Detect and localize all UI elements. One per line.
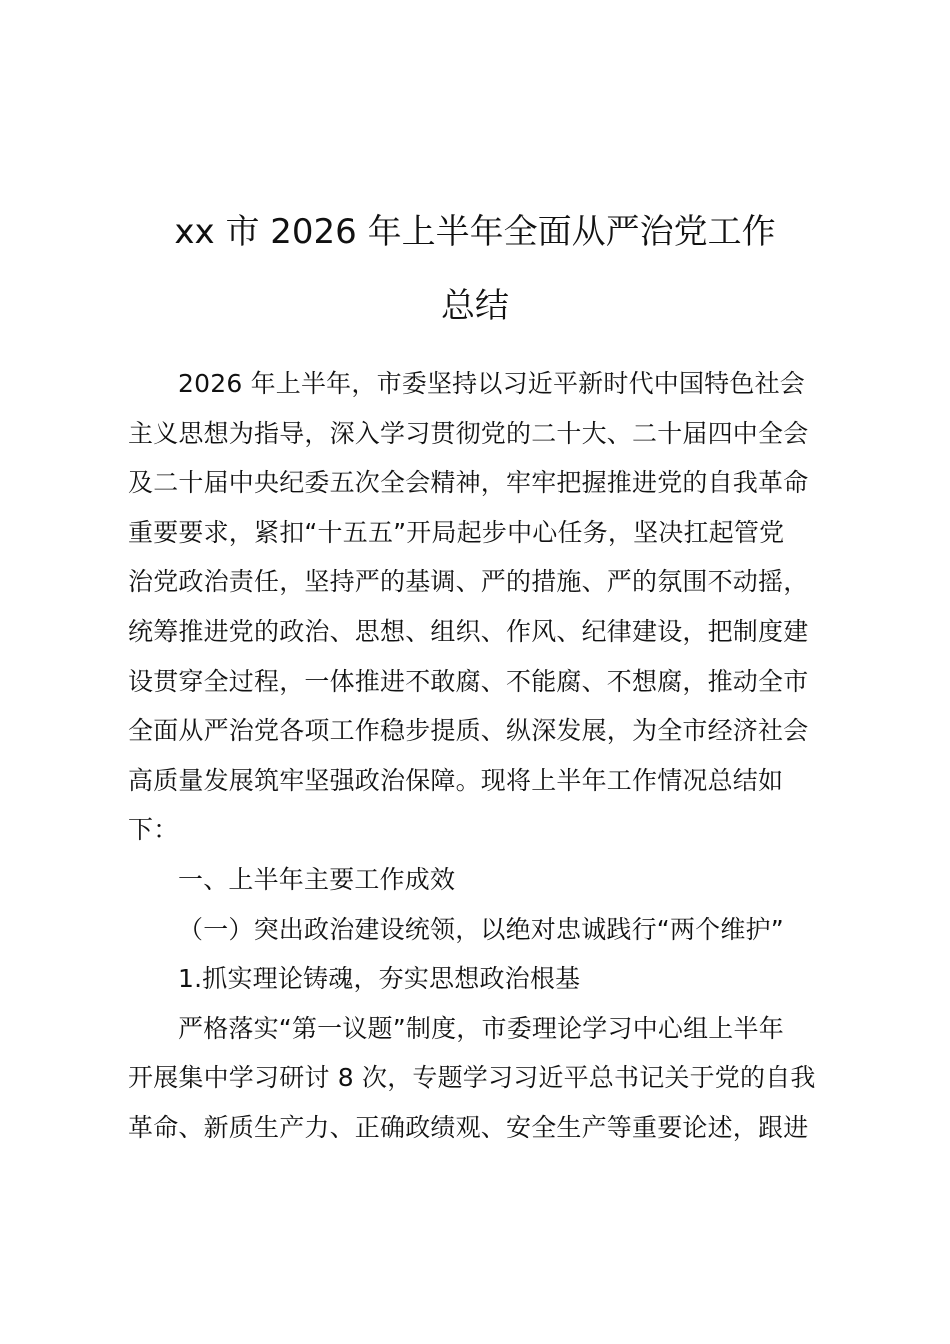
section-heading: 一、上半年主要工作成效 bbox=[178, 864, 456, 894]
paragraph-line: 下： bbox=[128, 815, 179, 845]
paragraph-line: 全面从严治党各项工作稳步提质、纵深发展，为全市经济社会 bbox=[128, 716, 809, 746]
paragraph-line: 治党政治责任，坚持严的基调、严的措施、严的氛围不动摇， bbox=[128, 567, 809, 597]
item-heading: 1.抓实理论铸魂，夯实思想政治根基 bbox=[178, 964, 581, 994]
paragraph-line: 统筹推进党的政治、思想、组织、作风、纪律建设，把制度建 bbox=[128, 616, 809, 646]
paragraph-line: 设贯穿全过程，一体推进不敢腐、不能腐、不想腐，推动全市 bbox=[128, 666, 809, 696]
document-title-line-1: xx 市 2026 年上半年全面从严治党工作 bbox=[174, 212, 776, 252]
paragraph-line: 主义思想为指导，深入学习贯彻党的二十大、二十届四中全会 bbox=[128, 418, 809, 448]
paragraph-line: 革命、新质生产力、正确政绩观、安全生产等重要论述，跟进 bbox=[128, 1112, 809, 1142]
paragraph-line: 及二十届中央纪委五次全会精神，牢牢把握推进党的自我革命 bbox=[128, 468, 809, 498]
document-title-line-2: 总结 bbox=[441, 286, 509, 326]
paragraph-line: 开展集中学习研讨 8 次，专题学习习近平总书记关于党的自我 bbox=[128, 1063, 816, 1093]
paragraph-line: 2026 年上半年，市委坚持以习近平新时代中国特色社会 bbox=[178, 369, 805, 398]
document-body bbox=[128, 359, 838, 1153]
subsection-heading: （一）突出政治建设统领，以绝对忠诚践行“两个维护” bbox=[178, 914, 784, 944]
paragraph-line: 严格落实“第一议题”制度，市委理论学习中心组上半年 bbox=[178, 1013, 784, 1043]
paragraph-line: 高质量发展筑牢坚强政治保障。现将上半年工作情况总结如 bbox=[128, 765, 784, 795]
paragraph-line: 重要要求，紧扣“十五五”开局起步中心任务，坚决扛起管党 bbox=[128, 517, 785, 547]
